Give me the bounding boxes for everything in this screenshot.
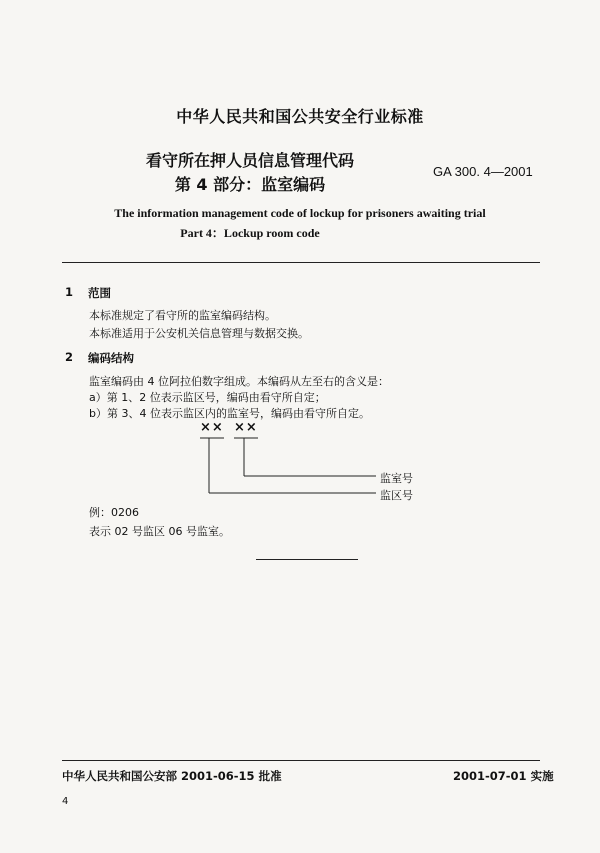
section2-item-a: a）第 1、2 位表示监区号，编码由看守所自定； <box>89 391 326 404</box>
standard-title-line2: 第 4 部分：监室编码 <box>174 175 326 194</box>
end-of-text-rule <box>256 559 358 560</box>
example-code: 例：0206 <box>89 506 139 519</box>
section2-item-b: b）第 3、4 位表示监区内的监室号，编码由看守所自定。 <box>89 407 370 420</box>
bottom-divider <box>62 760 540 761</box>
label-room-number: 监室号 <box>380 472 413 485</box>
approval-date: 中华人民共和国公安部 2001-06-15 批准 <box>62 769 282 783</box>
standard-title-line1: 看守所在押人员信息管理代码 <box>145 151 354 170</box>
example-description: 表示 02 号监区 06 号监室。 <box>89 525 230 538</box>
code-digits-room: ×× <box>234 420 258 435</box>
code-digits-area: ×× <box>200 420 224 435</box>
english-title-line2: Part 4：Lockup room code <box>180 226 320 240</box>
section1-paragraph: 本标准规定了看守所的监室编码结构。 <box>89 309 276 322</box>
label-area-number: 监区号 <box>380 489 413 502</box>
english-title-line1: The information management code of lockup for prisoners awaiting trial <box>114 206 486 220</box>
issuer-heading: 中华人民共和国公共安全行业标准 <box>176 107 424 126</box>
section1-title: 范围 <box>88 286 111 300</box>
section1-paragraph: 本标准适用于公安机关信息管理与数据交换。 <box>89 327 309 340</box>
standard-number: GA 300. 4—2001 <box>433 164 533 179</box>
section2-paragraph: 监室编码由 4 位阿拉伯数字组成。本编码从左至右的含义是： <box>89 375 389 388</box>
section2-number: 2 <box>65 350 74 364</box>
implementation-date: 2001-07-01 实施 <box>453 769 554 783</box>
section1-number: 1 <box>65 285 74 299</box>
page-number: 4 <box>62 796 69 807</box>
section2-title: 编码结构 <box>88 351 134 365</box>
